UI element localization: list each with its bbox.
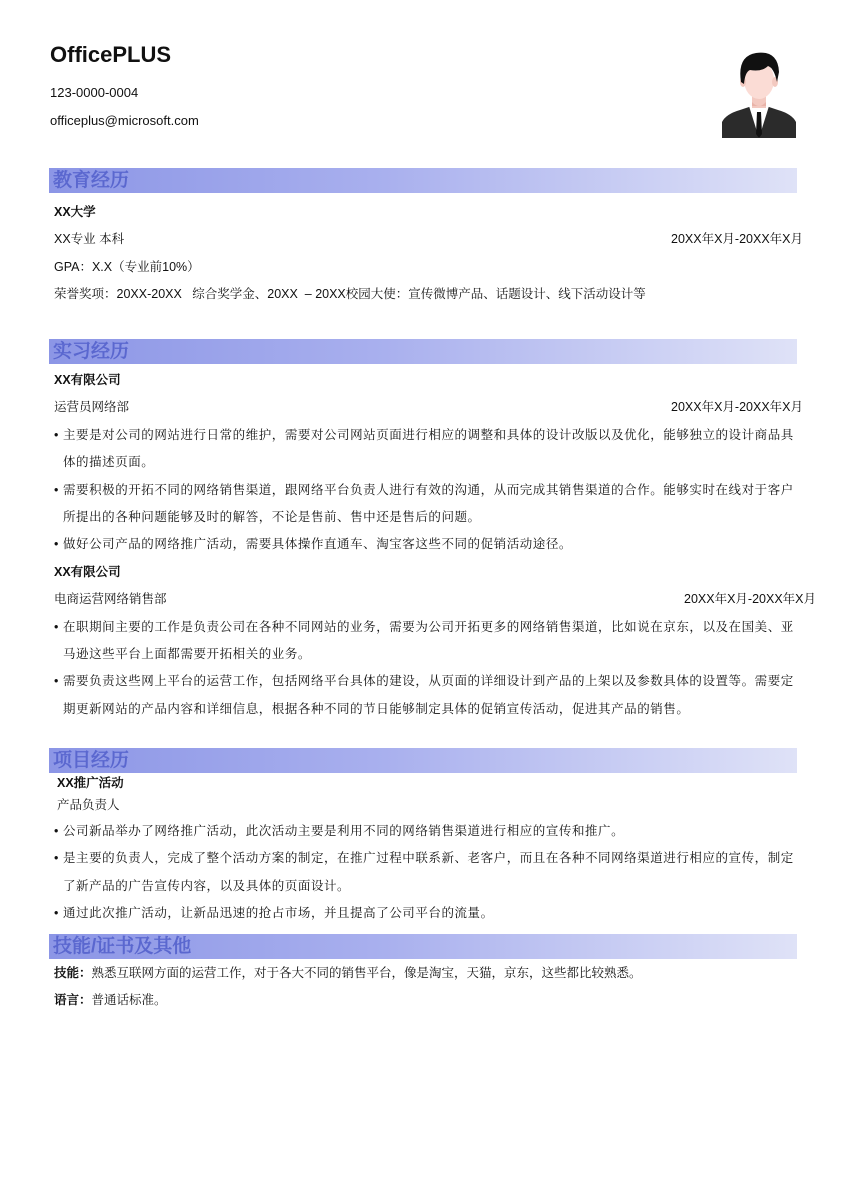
bullet-item: • 是主要的负责人，完成了整个活动方案的制定，在推广过程中联系新、老客户，而且在各种不同网络渠道进行相应的宣传，制定了新产品的广告宣传内容，以及具体的页面设计。 (54, 845, 798, 900)
skill-row (54, 960, 804, 987)
honors: 荣誉奖项：20XX-20XX 综合奖学金、20XX – 20XX校园大使：宣传微博产品、话题设计、线下活动设计等 (54, 287, 646, 302)
school-name: XX大学 (54, 205, 96, 219)
bullet-item: • 需要积极的开拓不同的网络销售渠道，跟网络平台负责人进行有效的沟通，从而完成其销售渠道的合作。能够实时在线对于客户所提出的各种问题能够及时的解答，不论是售前、售中还是售后的问题。 (54, 477, 798, 532)
section-title: 技能/证书及其他 (53, 936, 192, 957)
department: 电商运营网络销售部 (54, 592, 167, 607)
project-name: XX推广活动 (57, 776, 124, 790)
project-section (54, 773, 804, 926)
department: 运营员网络部 (54, 400, 130, 415)
skills-section (54, 960, 804, 1015)
bullet-item: • 主要是对公司的网站进行日常的维护，需要对公司网站页面进行相应的调整和具体的设计改版以及优化，能够独立的设计商品具体的描述页面。 (54, 422, 798, 477)
phone: 123-0000-0004 (50, 85, 139, 100)
section-header-skills (49, 934, 797, 959)
job-date: 20XX年X月-20XX年X月 (684, 592, 816, 607)
company-name: XX有限公司 (54, 373, 121, 387)
language-row (54, 987, 804, 1014)
job-row (54, 394, 804, 421)
internship-section (54, 367, 816, 723)
language-label: 语言： (54, 993, 92, 1008)
education-date: 20XX年X月-20XX年X月 (671, 232, 803, 247)
job-row (54, 586, 816, 613)
education-row (54, 226, 804, 253)
bullet-item: • 需要负责这些网上平台的运营工作，包括网络平台具体的建设，从页面的详细设计到产品的上架以及参数具体的设置等。需要定期更新网站的产品内容和详细信息，根据各种不同的节日能够制定具体的促销宣传活动，促进其产品的销售。 (54, 668, 798, 723)
section-header-education (49, 168, 797, 193)
project-role: 产品负责人 (57, 798, 120, 812)
skill-text: 熟悉互联网方面的运营工作，对于各大不同的销售平台，像是淘宝，天猫，京东，这些都比较熟悉。 (91, 966, 642, 980)
section-title: 实习经历 (53, 341, 130, 362)
education-section (54, 199, 804, 309)
major: XX专业 本科 (54, 232, 125, 247)
section-title: 项目经历 (53, 750, 130, 771)
bullet-item: • 在职期间主要的工作是负责公司在各种不同网站的业务，需要为公司开拓更多的网络销售渠道，比如说在京东，以及在国美、亚马逊这些平台上面都需要开拓相关的业务。 (54, 614, 798, 669)
bullet-item: • 通过此次推广活动，让新品迅速的抢占市场，并且提高了公司平台的流量。 (54, 900, 798, 926)
candidate-name: OfficePLUS (50, 42, 172, 67)
gpa: GPA：X.X（专业前10%） (54, 259, 200, 274)
bullet-item: • 公司新品举办了网络推广活动，此次活动主要是利用不同的网络销售渠道进行相应的宣传和推广。 (54, 818, 798, 845)
skill-label: 技能： (54, 966, 92, 980)
company-name: XX有限公司 (54, 564, 121, 579)
section-header-project (49, 748, 797, 773)
language-text: 普通话标准。 (91, 993, 167, 1008)
bullet-item: • 做好公司产品的网络推广活动，需要具体操作直通车、淘宝客这些不同的促销活动途径。 (54, 531, 798, 558)
section-header-internship (49, 339, 797, 364)
profile-photo (722, 44, 796, 138)
job-date: 20XX年X月-20XX年X月 (671, 400, 803, 415)
email: officeplus@microsoft.com (50, 113, 199, 128)
section-title: 教育经历 (53, 170, 130, 191)
